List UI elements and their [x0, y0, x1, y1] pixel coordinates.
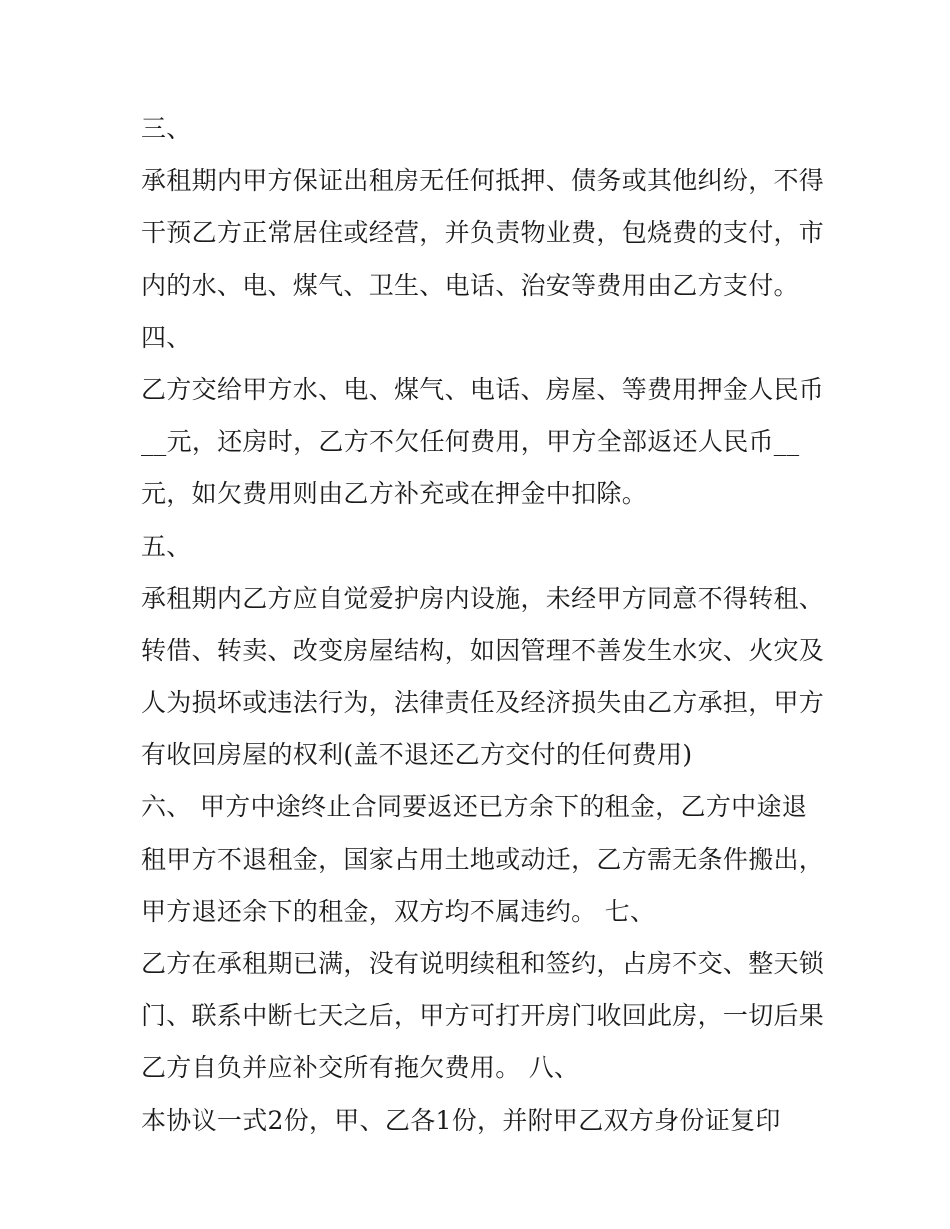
paragraph-line: 内的水、电、煤气、卫生、电话、治安等费用由乙方支付。: [141, 270, 799, 300]
section-heading-5: 五、: [141, 531, 192, 561]
paragraph-line: 转借、转卖、改变房屋结构，如因管理不善发生水灾、火灾及: [141, 635, 825, 665]
paragraph-line: 乙方交给甲方水、电、煤气、电话、房屋、等费用押金人民币: [141, 374, 825, 404]
paragraph-line: 本协议一式2份，甲、乙各1份，并附甲乙双方身份证复印: [141, 1105, 781, 1135]
paragraph-line: 有收回房屋的权利(盖不退还乙方交付的任何费用): [141, 740, 693, 770]
section-heading-3: 三、: [141, 114, 192, 143]
paragraph-line: 元，如欠费用则由乙方补充或在押金中扣除。: [141, 479, 648, 509]
document-body: [141, 103, 825, 1147]
paragraph-line: 租甲方不退租金，国家占用土地或动迁，乙方需无条件搬出，: [141, 844, 825, 874]
paragraph-line: 承租期内乙方应自觉爱护房内设施，未经甲方同意不得转租、: [141, 583, 825, 613]
paragraph-line: 承租期内甲方保证出租房无任何抵押、债务或其他纠纷，不得: [141, 166, 825, 196]
paragraph-line: 乙方在承租期已满，没有说明续租和签约，占房不交、整天锁: [141, 949, 825, 978]
paragraph-line: 六、 甲方中途终止合同要返还已方余下的租金，乙方中途退: [141, 792, 808, 822]
paragraph-line: 门、联系中断七天之后，甲方可打开房门收回此房，一切后果: [141, 1001, 825, 1031]
paragraph-line: 干预乙方正常居住或经营，并负责物业费，包烧费的支付，市: [141, 218, 825, 248]
paragraph-line: 人为损坏或违法行为，法律责任及经济损失由乙方承担，甲方: [141, 688, 825, 718]
paragraph-line: 乙方自负并应补交所有拖欠费用。 八、: [141, 1053, 580, 1083]
paragraph-line: 甲方退还余下的租金，双方均不属违约。 七、: [141, 896, 656, 926]
paragraph-line: __元，还房时，乙方不欠任何费用，甲方全部返还人民币__: [141, 427, 800, 457]
section-heading-4: 四、: [141, 322, 192, 352]
